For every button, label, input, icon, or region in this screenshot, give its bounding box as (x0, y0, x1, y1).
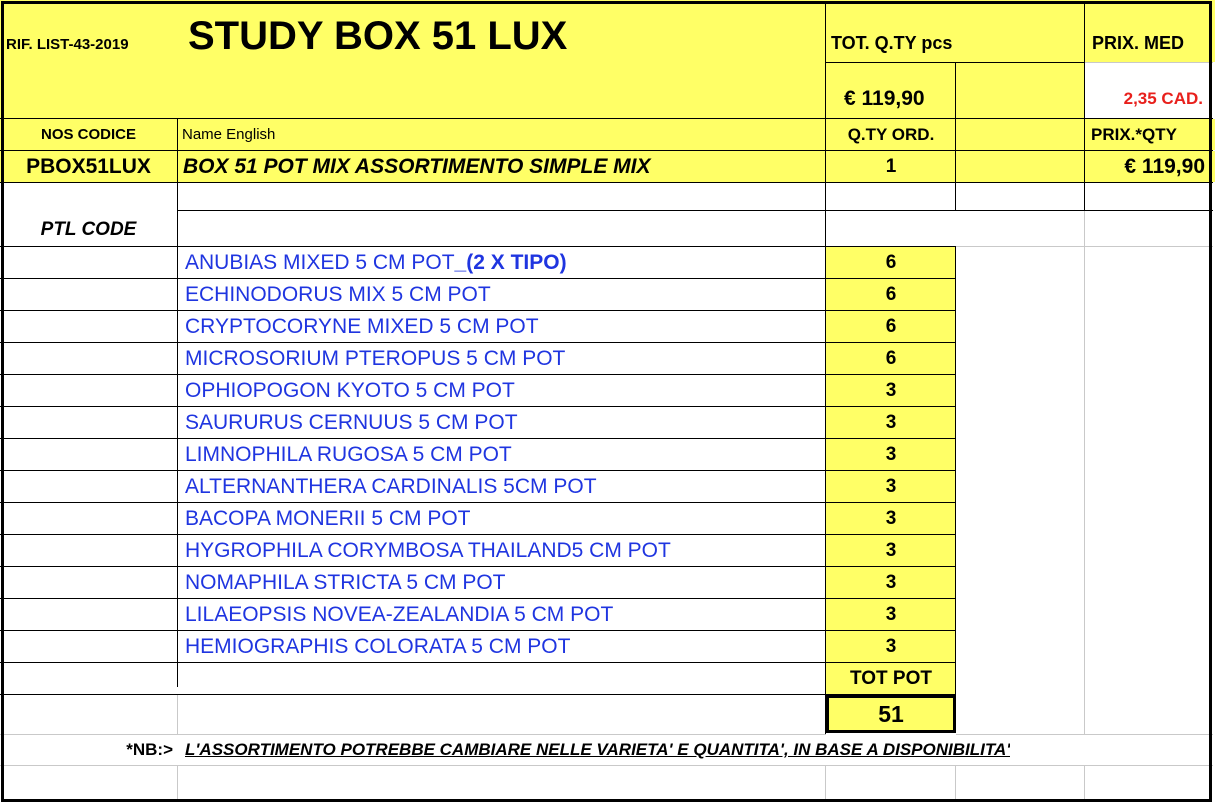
grid-line (0, 150, 1213, 151)
grid-line (1084, 210, 1085, 735)
ref-label: RIF. LIST-43-2019 (6, 35, 129, 53)
item-qty[interactable]: 3 (885, 540, 897, 561)
tot-qty-label: TOT. Q.TY pcs (831, 32, 953, 53)
note-text: L'ASSORTIMENTO POTREBBE CAMBIARE NELLE VARIETA' E QUANTITA', IN BASE A DISPONIBILITA' (185, 740, 1011, 759)
total-price: € 119,90 (844, 87, 925, 110)
product-name[interactable]: BOX 51 POT MIX ASSORTIMENTO SIMPLE MIX (177, 151, 826, 182)
item-qty[interactable]: 3 (885, 412, 897, 433)
grid-line (0, 566, 956, 567)
grid-line (177, 118, 178, 151)
grid-line (177, 765, 178, 802)
grid-line (825, 765, 826, 802)
col-header-name: Name English (177, 119, 826, 150)
item-name[interactable]: BACOPA MONERII 5 CM POT (185, 507, 471, 530)
grid-line (825, 4, 826, 735)
item-qty[interactable]: 3 (885, 444, 897, 465)
grid-line (0, 278, 956, 279)
grid-line (0, 470, 956, 471)
grid-line (955, 765, 956, 802)
product-price[interactable]: € 119,90 (1085, 151, 1215, 182)
grid-line (0, 182, 1213, 183)
grid-line (1084, 4, 1085, 210)
grid-line (955, 62, 956, 210)
item-name[interactable]: OPHIOPOGON KYOTO 5 CM POT (185, 379, 515, 402)
product-empty-cell (956, 151, 1085, 182)
item-name[interactable]: HEMIOGRAPHIS COLORATA 5 CM POT (185, 635, 571, 658)
prix-med-label: PRIX. MED (1092, 32, 1185, 53)
item-name[interactable]: ANUBIAS MIXED 5 CM POT _(2 X TIPO) (185, 251, 567, 274)
item-name[interactable]: LILAEOPSIS NOVEA-ZEALANDIA 5 CM POT (185, 603, 614, 626)
item-name[interactable]: ALTERNANTHERA CARDINALIS 5CM POT (185, 475, 597, 498)
note-prefix: *NB:> (126, 740, 173, 759)
item-name[interactable]: CRYPTOCORYNE MIXED 5 CM POT (185, 315, 539, 338)
grid-line (956, 246, 1213, 247)
product-code[interactable]: PBOX51LUX (0, 151, 177, 182)
item-name-suffix: _(2 X TIPO) (454, 251, 567, 274)
grid-line (0, 406, 956, 407)
grid-line (0, 310, 956, 311)
grid-line (177, 151, 178, 687)
item-name[interactable]: LIMNOPHILA RUGOSA 5 CM POT (185, 443, 512, 466)
page-title: STUDY BOX 51 LUX (188, 13, 568, 58)
grid-line (0, 662, 956, 663)
grid-line (956, 734, 1213, 735)
item-name[interactable]: NOMAPHILA STRICTA 5 CM POT (185, 571, 506, 594)
grid-line (0, 765, 1213, 766)
item-qty[interactable]: 6 (885, 316, 897, 337)
item-qty[interactable]: 3 (885, 604, 897, 625)
item-qty[interactable]: 3 (885, 636, 897, 657)
grid-line (0, 246, 956, 247)
tot-pot-value[interactable]: 51 (826, 695, 956, 733)
grid-line (0, 342, 956, 343)
grid-line (0, 502, 956, 503)
grid-line (0, 598, 956, 599)
item-qty[interactable]: 6 (885, 252, 897, 273)
grid-line (177, 210, 1213, 211)
item-name[interactable]: HYGROPHILA CORYMBOSA THAILAND5 CM POT (185, 539, 671, 562)
product-qty[interactable]: 1 (826, 151, 956, 182)
ptl-code-label: PTL CODE (40, 218, 137, 240)
item-qty[interactable]: 3 (885, 380, 897, 401)
grid-line (0, 534, 956, 535)
grid-line (1084, 765, 1085, 802)
item-name[interactable]: SAURURUS CERNUUS 5 CM POT (185, 411, 518, 434)
grid-line (0, 374, 956, 375)
col-header-qty: Q.TY ORD. (826, 119, 956, 150)
item-qty[interactable]: 6 (885, 348, 897, 369)
tot-pot-label: TOT POT (850, 667, 932, 689)
grid-line (0, 734, 826, 735)
col-header-code: NOS CODICE (0, 119, 177, 150)
grid-line (0, 438, 956, 439)
col-header-price-qty: PRIX.*QTY (1085, 119, 1215, 150)
grid-line (826, 62, 1085, 63)
grid-line (0, 694, 956, 695)
item-qty[interactable]: 3 (885, 508, 897, 529)
grid-line (177, 695, 178, 735)
item-qty[interactable]: 3 (885, 476, 897, 497)
grid-line (1085, 62, 1213, 63)
item-name[interactable]: MICROSORIUM PTEROPUS 5 CM POT (185, 347, 566, 370)
grid-line (0, 118, 1213, 119)
item-name[interactable]: ECHINODORUS MIX 5 CM POT (185, 283, 491, 306)
col-header-empty (956, 119, 1085, 150)
unit-price: 2,35 CAD. (1123, 89, 1203, 108)
item-qty[interactable]: 3 (885, 572, 897, 593)
grid-line (0, 630, 956, 631)
item-qty[interactable]: 6 (885, 284, 897, 305)
